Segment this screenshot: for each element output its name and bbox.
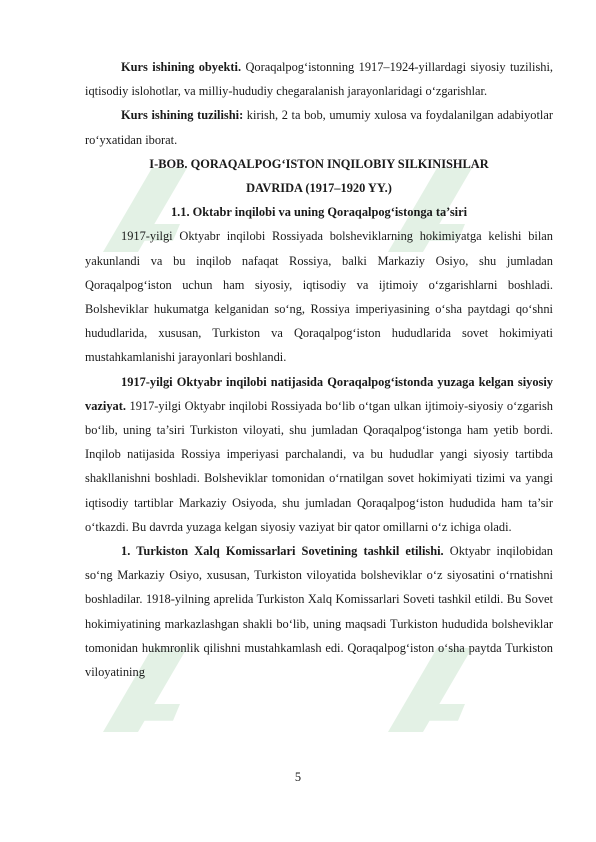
chapter-title-line2: DAVRIDA (1917–1920 YY.) (246, 181, 392, 196)
paragraph-text: 1917-yilgi Oktyabr inqilobi Rossiyada bolsheviklarning hokimiyatga kelishi bilan yakunlandi va bu inqilob nafaqat Rossiya, balki Markaziy Osiyo, shu jumladan Qoraqalpog‘iston uchun ham siyosiy, iqtisodiy va ijtimoiy o‘zgarishlarni boshladi. Bolsheviklar hukumatga kelganidan so‘ng, Rossiya imperiyasining o‘sha paytdagi qo‘shni hududlarida, xususan, Turkiston va Qoraqalpog‘iston hududlarida sovet hokimiyati mustahkamlanishi jarayonlari boshlandi. (85, 229, 553, 365)
paragraph-object (85, 55, 553, 103)
paragraph-lead: Kurs ishining obyekti. (121, 60, 242, 74)
paragraph-lead: Kurs ishining tuzilishi: (121, 108, 244, 123)
paragraph-text: 1917-yilgi Oktyabr inqilobi Rossiyada bo‘lib o‘tgan ulkan ijtimoiy-siyosiy o‘zgarish bo‘lib, uning ta’siri Turkiston viloyati, shu jumladan Qoraqalpog‘istonga ham yetib bordi. Inqilob natijasida Rossiya imperiyasi parchalandi, va bu hududlar yangi siyosiy tartibda shakllanishni boshladi. Bolsheviklar tomonidan o‘rnatilgan sovet hokimiyati tizimi va yangi iqtisodiy tartiblar Markaziy Osiyoda, shu jumladan Qoraqalpog‘iston hududida ham ta’sir o‘tkazdi. Bu davrda yuzaga kelgan siyosiy vaziyat bir qator omillarni o‘z ichiga oladi. (85, 398, 553, 534)
paragraph-text: Qoraqalpog‘istonning 1917–1924-yillardagi siyosiy tuzilishi, iqtisodiy islohotlar, va milliy-hududiy chegaralanish jarayonlaridagi o‘zgarishlar. (85, 60, 554, 99)
paragraph-text: Oktyabr inqilobidan so‘ng Markaziy Osiyo, xususan, Turkiston viloyatida bolsheviklar o‘z siyosatini o‘rnatishni boshladilar. 1918-yilning aprelida Turkiston Xalq Komissarlari Soveti tashkil etildi. Bu Sovet hokimiyatining markazlashgan shakli bo‘lib, uning maqsadi Turkiston hududida bolsheviklar tomonidan hukmronlik qilishni mustahkamlash edi. Qoraqalpog‘iston o‘sha paytda Turkiston viloyatining (85, 544, 553, 680)
body-paragraph (85, 224, 553, 369)
paragraph-text: kirish, 2 ta bob, umumiy xulosa va foydalanilgan adabiyotlar ro‘yxatidan iborat. (85, 108, 553, 147)
paragraph-lead: 1917-yilgi Oktyabr inqilobi natijasida Qoraqalpog‘istonda yuzaga kelgan siyosiy vaziyat. (85, 374, 553, 413)
document-page (85, 55, 553, 684)
section-title: 1.1. Oktabr inqilobi va uning Qoraqalpog‘istonga ta’siri (170, 205, 468, 220)
body-paragraph (85, 370, 553, 539)
body-paragraph (85, 539, 553, 684)
paragraph-lead: 1. Turkiston Xalq Komissarlari Sovetining tashkil etilishi. (121, 544, 444, 559)
paragraph-structure (85, 103, 553, 151)
chapter-title-line1: I-BOB. QORAQALPOG‘ISTON INQILOBIY SILKINISHLAR (149, 156, 489, 171)
page-number: 5 (294, 770, 302, 784)
